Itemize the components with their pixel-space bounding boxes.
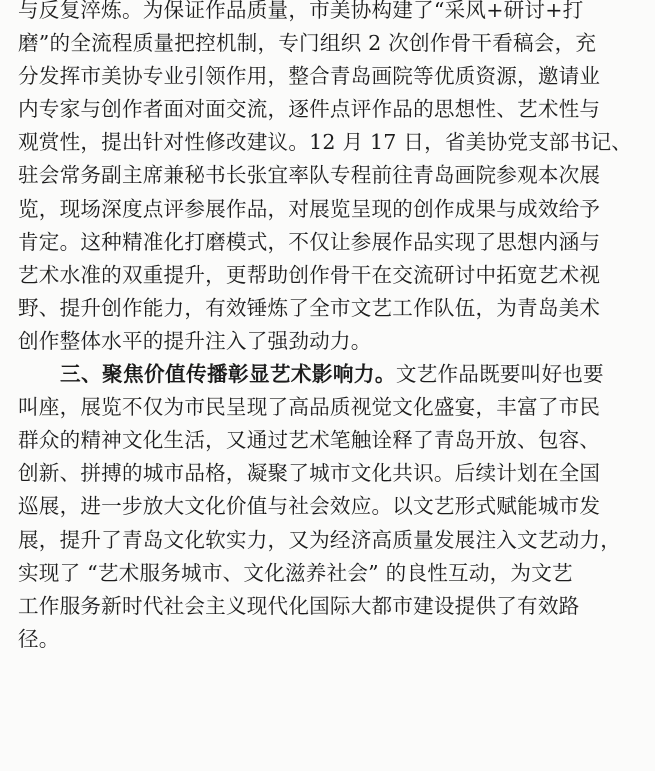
paragraph-line: 肯定。这种精准化打磨模式，不仅让参展作品实现了思想内涵与 bbox=[18, 229, 601, 254]
paragraph-line: 叫座，展览不仅为市民呈现了高品质视觉文化盛宴，丰富了市民 bbox=[18, 395, 601, 420]
paragraph-line: 磨”的全流程质量把控机制，专门组织 2 次创作骨干看稿会，充 bbox=[18, 31, 597, 56]
document-body bbox=[18, 0, 644, 656]
section-heading-line bbox=[18, 358, 644, 391]
paragraph-line: 展，提升了青岛文化软实力，又为经济高质量发展注入文艺动力， bbox=[18, 527, 622, 552]
paragraph-line: 艺术水准的双重提升，更帮助创作骨干在交流研讨中拓宽艺术视 bbox=[18, 262, 601, 287]
paragraph-line: 实现了 “艺术服务城市、文化滋养社会” 的良性互动，为文艺 bbox=[18, 560, 573, 585]
paragraph-line: 驻会常务副主席兼秘书长张宜率队专程前往青岛画院参观本次展 bbox=[18, 163, 601, 188]
paragraph-line: 创新、拼搏的城市品格，凝聚了城市文化共识。后续计划在全国 bbox=[18, 461, 601, 486]
section-heading-rest: 文艺作品既要叫好也要 bbox=[395, 362, 604, 387]
paragraph-line: 内专家与创作者面对面交流，逐件点评作品的思想性、艺术性与 bbox=[18, 97, 601, 122]
paragraph-line: 观赏性，提出针对性修改建议。12 月 17 日，省美协党支部书记、 bbox=[18, 130, 633, 155]
paragraph-line: 巡展，进一步放大文化价值与社会效应。以文艺形式赋能城市发 bbox=[18, 494, 601, 519]
paragraph-line: 径。 bbox=[18, 626, 60, 651]
paragraph-line: 创作整体水平的提升注入了强劲动力。 bbox=[18, 328, 372, 353]
paragraph-line: 与反复淬炼。为保证作品质量，市美协构建了“采风+研讨+打 bbox=[18, 0, 584, 22]
paragraph-line: 群众的精神文化生活，又通过艺术笔触诠释了青岛开放、包容、 bbox=[18, 428, 601, 453]
paragraph-line: 分发挥市美协专业引领作用，整合青岛画院等优质资源，邀请业 bbox=[18, 64, 601, 89]
paragraph-line: 览，现场深度点评参展作品，对展览呈现的创作成果与成效给予 bbox=[18, 196, 601, 221]
section-heading: 三、聚焦价值传播彰显艺术影响力。 bbox=[60, 362, 396, 387]
paragraph-line: 野、提升创作能力，有效锤炼了全市文艺工作队伍，为青岛美术 bbox=[18, 295, 601, 320]
paragraph-line: 工作服务新时代社会主义现代化国际大都市建设提供了有效路 bbox=[18, 593, 580, 618]
